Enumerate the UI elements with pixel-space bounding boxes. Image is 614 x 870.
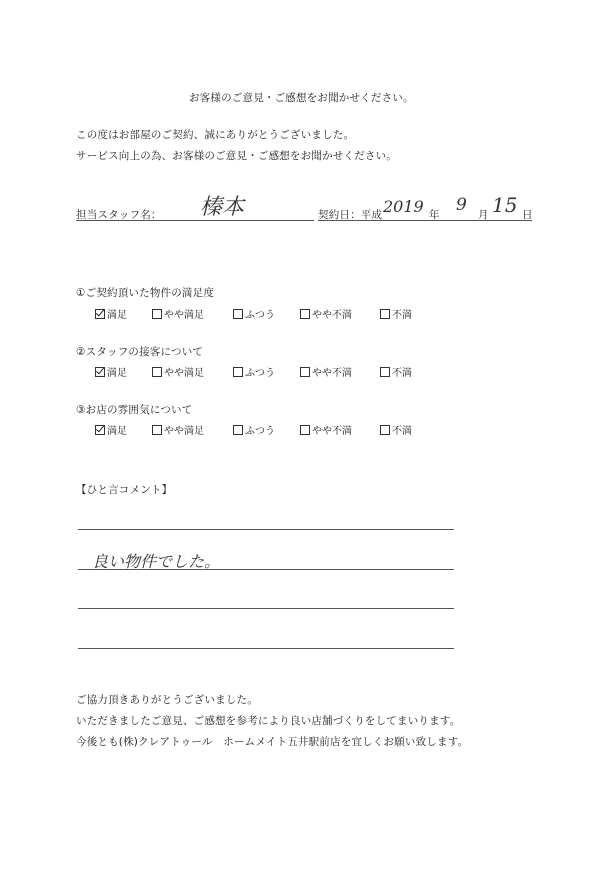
contract-month-handwritten: 9 — [456, 195, 467, 215]
question-3-option-somewhat-satisfied[interactable] — [152, 422, 204, 437]
question-3-option-satisfied[interactable] — [95, 422, 127, 437]
option-label: 満足 — [107, 310, 127, 321]
option-label: 満足 — [107, 426, 127, 437]
checkbox[interactable] — [152, 425, 162, 435]
comment-handwritten[interactable]: 良い物件でした。 — [92, 552, 221, 571]
question-1-option-dissatisfied[interactable] — [380, 306, 412, 321]
option-label: やや不満 — [312, 426, 352, 437]
comment-line-1 — [78, 529, 454, 530]
option-label: ふつう — [245, 426, 275, 437]
option-label: やや満足 — [164, 310, 204, 321]
checkbox[interactable] — [152, 309, 162, 319]
contract-day-unit: 日 — [522, 209, 533, 221]
intro-line-1: この度はお部屋のご契約、誠にありがとうございました。 — [76, 129, 355, 141]
contract-day-handwritten: 15 — [492, 193, 518, 217]
contract-year-handwritten: 2019 — [383, 197, 424, 216]
question-2-option-somewhat-dissatisfied[interactable] — [300, 364, 352, 379]
staff-underline — [76, 220, 314, 221]
checkbox-checked[interactable] — [95, 309, 105, 319]
question-3-option-neutral[interactable] — [233, 422, 275, 437]
comment-line-2 — [78, 569, 454, 570]
contract-date-label: 契約日：平成 — [318, 209, 383, 221]
comment-label: 【ひと言コメント】 — [76, 484, 173, 496]
option-label: 不満 — [392, 368, 412, 379]
question-2-title: ②スタッフの接客について — [76, 346, 204, 358]
option-label: 不満 — [392, 310, 412, 321]
option-label: ふつう — [245, 310, 275, 321]
question-3-option-somewhat-dissatisfied[interactable] — [300, 422, 352, 437]
option-label: 不満 — [392, 426, 412, 437]
checkbox[interactable] — [380, 309, 390, 319]
survey-title: お客様のご意見・ご感想をお聞かせください。 — [189, 92, 414, 104]
contract-month-unit: 月 — [478, 209, 489, 221]
option-label: やや不満 — [312, 368, 352, 379]
option-label: やや満足 — [164, 368, 204, 379]
question-3-option-dissatisfied[interactable] — [380, 422, 412, 437]
question-2-option-dissatisfied[interactable] — [380, 364, 412, 379]
checkbox[interactable] — [233, 309, 243, 319]
question-2-option-satisfied[interactable] — [95, 364, 127, 379]
question-1-option-somewhat-satisfied[interactable] — [152, 306, 204, 321]
checkbox[interactable] — [380, 425, 390, 435]
intro-line-2: サービス向上の為、お客様のご意見・ご感想をお聞かせください。 — [76, 150, 397, 162]
option-label: 満足 — [107, 368, 127, 379]
question-1-option-satisfied[interactable] — [95, 306, 127, 321]
footer-line-3: 今後とも(株)クレアトゥール ホームメイト五井駅前店を宜しくお願い致します。 — [76, 736, 469, 748]
comment-line-3 — [78, 608, 454, 609]
comment-line-4 — [78, 648, 454, 649]
checkbox[interactable] — [380, 367, 390, 377]
checkbox[interactable] — [300, 425, 310, 435]
question-2-option-somewhat-satisfied[interactable] — [152, 364, 204, 379]
question-1-title: ①ご契約頂いた物件の満足度 — [76, 287, 215, 299]
option-label: ふつう — [245, 368, 275, 379]
checkbox-checked[interactable] — [95, 367, 105, 377]
staff-label: 担当スタッフ名： — [76, 209, 162, 221]
question-2-option-neutral[interactable] — [233, 364, 275, 379]
contract-year-unit: 年 — [429, 209, 440, 221]
checkbox[interactable] — [300, 309, 310, 319]
option-label: やや不満 — [312, 310, 352, 321]
footer-line-2: いただきましたご意見、ご感想を参考により良い店舗づくりをしてまいります。 — [76, 715, 461, 727]
checkbox-checked[interactable] — [95, 425, 105, 435]
question-3-title: ③お店の雰囲気について — [76, 404, 193, 416]
checkbox[interactable] — [152, 367, 162, 377]
checkbox[interactable] — [233, 367, 243, 377]
contract-date-underline — [318, 220, 532, 221]
checkbox[interactable] — [300, 367, 310, 377]
footer-line-1: ご協力頂きありがとうございました。 — [76, 694, 258, 706]
question-1-option-neutral[interactable] — [233, 306, 275, 321]
checkbox[interactable] — [233, 425, 243, 435]
option-label: やや満足 — [164, 426, 204, 437]
question-1-option-somewhat-dissatisfied[interactable] — [300, 306, 352, 321]
staff-name-handwritten: 榛本 — [200, 195, 245, 220]
